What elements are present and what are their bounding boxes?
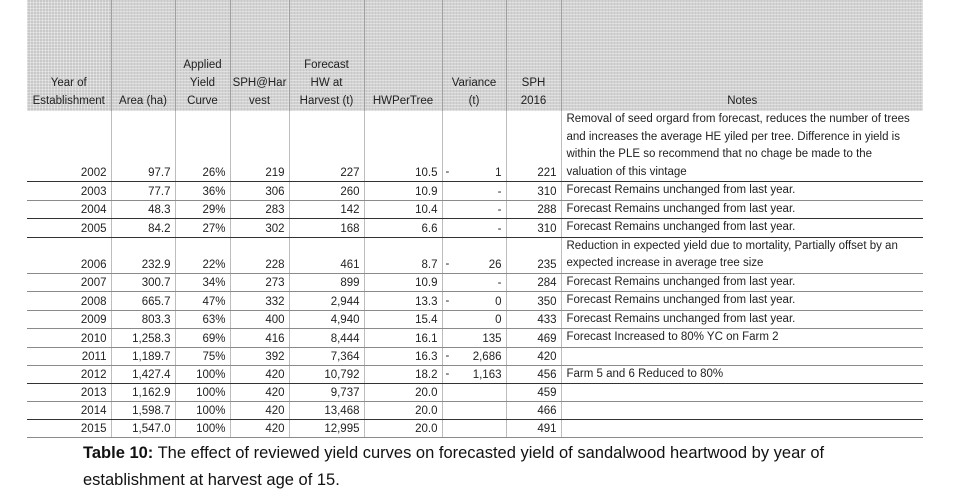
cell-year: 2004 [27, 200, 111, 219]
variance-value: 0 [495, 295, 502, 308]
header-sph-2016: SPH 2016 [506, 0, 561, 111]
cell-variance [442, 200, 506, 219]
cell-yield-curve: 29% [175, 200, 230, 219]
table-row [27, 273, 923, 292]
table-body [27, 111, 923, 438]
cell-area: 77.7 [111, 182, 175, 201]
cell-forecast-hw: 142 [289, 200, 364, 219]
cell-year: 2005 [27, 219, 111, 238]
cell-variance [442, 219, 506, 238]
cell-variance [442, 310, 506, 329]
cell-yield-curve: 100% [175, 420, 230, 438]
cell-yield-curve: 100% [175, 365, 230, 384]
cell-variance [442, 420, 506, 438]
cell-variance [442, 237, 506, 273]
cell-notes: Removal of seed orgard from forecast, reduces the number of trees and increases the average HE yiled per tree. Difference in yield is within the PLE so recommend that no chage be made to the valuation of this vintage [561, 111, 923, 182]
cell-sph-2016: 350 [506, 292, 561, 311]
cell-sph-2016: 456 [506, 365, 561, 384]
cell-yield-curve: 75% [175, 347, 230, 365]
header-yield-curve: Applied Yield Curve [175, 0, 230, 111]
cell-year: 2013 [27, 384, 111, 402]
cell-forecast-hw: 13,468 [289, 402, 364, 420]
cell-sph-harvest: 273 [230, 273, 289, 292]
yield-forecast-table [27, 0, 923, 438]
table-row [27, 365, 923, 384]
cell-notes: Forecast Remains unchanged from last year. [561, 219, 923, 238]
cell-sph-2016: 235 [506, 237, 561, 273]
cell-forecast-hw: 168 [289, 219, 364, 238]
cell-area: 300.7 [111, 273, 175, 292]
header-row [27, 0, 923, 111]
table-row [27, 219, 923, 238]
cell-year: 2012 [27, 365, 111, 384]
cell-year: 2014 [27, 402, 111, 420]
cell-sph-2016: 491 [506, 420, 561, 438]
cell-area: 1,547.0 [111, 420, 175, 438]
cell-variance [442, 273, 506, 292]
variance-value: - [497, 204, 502, 216]
variance-value: 0 [495, 314, 502, 326]
cell-notes: Forecast Remains unchanged from last year. [561, 273, 923, 292]
cell-sph-harvest: 283 [230, 200, 289, 219]
cell-variance [442, 182, 506, 201]
cell-notes: Reduction in expected yield due to mortality, Partially offset by an expected increase in average tree size [561, 237, 923, 273]
cell-sph-2016: 469 [506, 329, 561, 348]
cell-sph-2016: 420 [506, 347, 561, 365]
cell-forecast-hw: 260 [289, 182, 364, 201]
cell-yield-curve: 27% [175, 219, 230, 238]
yield-table-container [27, 0, 923, 438]
cell-sph-harvest: 420 [230, 365, 289, 384]
cell-year: 2002 [27, 111, 111, 182]
cell-sph-harvest: 219 [230, 111, 289, 182]
cell-notes: Forecast Remains unchanged from last year. [561, 310, 923, 329]
variance-sign: - [445, 257, 450, 270]
cell-variance [442, 111, 506, 182]
cell-variance [442, 384, 506, 402]
cell-year: 2003 [27, 182, 111, 201]
cell-yield-curve: 22% [175, 237, 230, 273]
cell-variance [442, 365, 506, 384]
header-forecast-hw: Forecast HW at Harvest (t) [289, 0, 364, 111]
table-row [27, 329, 923, 348]
cell-yield-curve: 69% [175, 329, 230, 348]
variance-value: 26 [488, 258, 502, 271]
variance-value: - [497, 277, 502, 289]
variance-value: - [497, 222, 502, 235]
cell-forecast-hw: 4,940 [289, 310, 364, 329]
cell-sph-harvest: 416 [230, 329, 289, 348]
cell-variance [442, 402, 506, 420]
header-area: Area (ha) [111, 0, 175, 111]
cell-notes [561, 384, 923, 402]
header-sph-harvest: SPH@Har vest [230, 0, 289, 111]
cell-year: 2015 [27, 420, 111, 438]
variance-sign: - [445, 166, 450, 178]
cell-hw-per-tree: 6.6 [364, 219, 442, 238]
cell-sph-2016: 221 [506, 111, 561, 182]
table-row [27, 111, 923, 182]
cell-year: 2007 [27, 273, 111, 292]
cell-hw-per-tree: 20.0 [364, 384, 442, 402]
cell-area: 1,427.4 [111, 365, 175, 384]
cell-sph-2016: 284 [506, 273, 561, 292]
cell-sph-harvest: 392 [230, 347, 289, 365]
cell-area: 1,598.7 [111, 402, 175, 420]
cell-notes: Forecast Remains unchanged from last year. [561, 200, 923, 219]
cell-area: 803.3 [111, 310, 175, 329]
cell-yield-curve: 34% [175, 273, 230, 292]
cell-notes: Forecast Remains unchanged from last year. [561, 182, 923, 201]
cell-sph-harvest: 400 [230, 310, 289, 329]
header-notes: Notes [561, 0, 923, 111]
cell-hw-per-tree: 20.0 [364, 402, 442, 420]
cell-forecast-hw: 10,792 [289, 365, 364, 384]
cell-year: 2010 [27, 329, 111, 348]
cell-forecast-hw: 227 [289, 111, 364, 182]
cell-sph-2016: 433 [506, 310, 561, 329]
cell-forecast-hw: 9,737 [289, 384, 364, 402]
cell-hw-per-tree: 15.4 [364, 310, 442, 329]
variance-sign: - [445, 368, 450, 380]
table-row [27, 420, 923, 438]
variance-value: - [497, 185, 502, 198]
header-year: Year of Establishment [27, 0, 111, 111]
cell-sph-harvest: 420 [230, 402, 289, 420]
cell-notes: Forecast Remains unchanged from last year. [561, 292, 923, 311]
variance-value: 2,686 [472, 350, 502, 363]
cell-hw-per-tree: 10.9 [364, 273, 442, 292]
cell-sph-harvest: 306 [230, 182, 289, 201]
cell-year: 2006 [27, 237, 111, 273]
variance-value: 1,163 [472, 369, 502, 381]
cell-area: 1,162.9 [111, 384, 175, 402]
cell-hw-per-tree: 8.7 [364, 237, 442, 273]
cell-forecast-hw: 899 [289, 273, 364, 292]
cell-sph-harvest: 420 [230, 384, 289, 402]
cell-area: 232.9 [111, 237, 175, 273]
cell-notes [561, 402, 923, 420]
table-row [27, 347, 923, 365]
cell-forecast-hw: 7,364 [289, 347, 364, 365]
cell-area: 48.3 [111, 200, 175, 219]
cell-area: 84.2 [111, 219, 175, 238]
cell-sph-2016: 310 [506, 219, 561, 238]
cell-yield-curve: 63% [175, 310, 230, 329]
header-variance: Variance (t) [442, 0, 506, 111]
variance-sign: - [445, 294, 450, 307]
table-row [27, 292, 923, 311]
table-row [27, 310, 923, 329]
table-row [27, 200, 923, 219]
cell-forecast-hw: 2,944 [289, 292, 364, 311]
cell-sph-2016: 459 [506, 384, 561, 402]
cell-hw-per-tree: 16.1 [364, 329, 442, 348]
cell-sph-2016: 466 [506, 402, 561, 420]
cell-variance [442, 292, 506, 311]
cell-hw-per-tree: 10.4 [364, 200, 442, 219]
variance-sign: - [445, 349, 450, 362]
cell-year: 2009 [27, 310, 111, 329]
cell-hw-per-tree: 10.5 [364, 111, 442, 182]
cell-hw-per-tree: 18.2 [364, 365, 442, 384]
cell-sph-harvest: 332 [230, 292, 289, 311]
cell-hw-per-tree: 20.0 [364, 420, 442, 438]
header-hw-per-tree: HWPerTree [364, 0, 442, 111]
cell-area: 665.7 [111, 292, 175, 311]
cell-area: 1,189.7 [111, 347, 175, 365]
cell-sph-harvest: 420 [230, 420, 289, 438]
cell-yield-curve: 100% [175, 384, 230, 402]
caption-text: The effect of reviewed yield curves on forecasted yield of sandalwood heartwood by year of establishment at harvest age of 15. [83, 444, 825, 489]
cell-year: 2011 [27, 347, 111, 365]
cell-notes: Farm 5 and 6 Reduced to 80% [561, 365, 923, 384]
table-row [27, 182, 923, 201]
cell-sph-2016: 288 [506, 200, 561, 219]
table-caption [83, 440, 903, 494]
cell-variance [442, 347, 506, 365]
table-row [27, 237, 923, 273]
variance-value: 1 [495, 167, 502, 179]
cell-yield-curve: 47% [175, 292, 230, 311]
cell-variance [442, 329, 506, 348]
cell-area: 1,258.3 [111, 329, 175, 348]
cell-yield-curve: 26% [175, 111, 230, 182]
cell-hw-per-tree: 16.3 [364, 347, 442, 365]
cell-forecast-hw: 12,995 [289, 420, 364, 438]
cell-sph-harvest: 302 [230, 219, 289, 238]
cell-yield-curve: 36% [175, 182, 230, 201]
cell-area: 97.7 [111, 111, 175, 182]
cell-hw-per-tree: 10.9 [364, 182, 442, 201]
cell-notes [561, 347, 923, 365]
cell-hw-per-tree: 13.3 [364, 292, 442, 311]
cell-sph-harvest: 228 [230, 237, 289, 273]
table-row [27, 402, 923, 420]
cell-notes: Forecast Increased to 80% YC on Farm 2 [561, 329, 923, 348]
cell-yield-curve: 100% [175, 402, 230, 420]
table-row [27, 384, 923, 402]
cell-notes [561, 420, 923, 438]
cell-forecast-hw: 8,444 [289, 329, 364, 348]
cell-forecast-hw: 461 [289, 237, 364, 273]
caption-label: Table 10: [83, 444, 154, 462]
cell-year: 2008 [27, 292, 111, 311]
variance-value: 135 [482, 332, 502, 345]
cell-sph-2016: 310 [506, 182, 561, 201]
